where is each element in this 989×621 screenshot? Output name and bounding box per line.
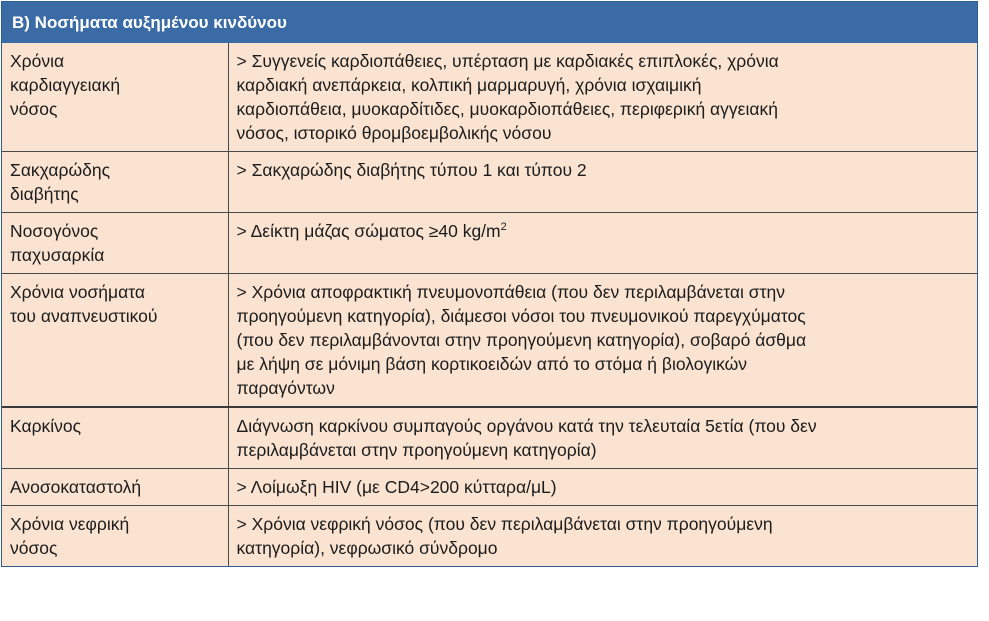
row-description (228, 407, 977, 469)
description-line: προηγούμενη κατηγορία), διάμεσοι νόσοι του πνευμονικού παρεγχύματος (236, 306, 806, 326)
table-row (2, 407, 977, 469)
category-line: Καρκίνος (10, 416, 82, 436)
description-line: > Χρόνια νεφρική νόσος (που δεν περιλαμβάνεται στην προηγούμενη (236, 514, 773, 534)
category-line: Χρόνια νοσήματα (10, 282, 145, 302)
description-line: κατηγορία), νεφρωσικό σύνδρομο (236, 538, 498, 558)
description-line (237, 219, 970, 243)
row-description (228, 43, 977, 152)
row-description (228, 152, 977, 213)
row-category (2, 274, 228, 408)
category-line: διαβήτης (10, 184, 79, 204)
category-line: Νοσογόνος (10, 221, 99, 241)
description-line: καρδιακή ανεπάρκεια, κολπική μαρμαρυγή, χρόνια ισχαιμική (236, 75, 702, 95)
description-line: με λήψη σε μόνιμη βάση κορτικοειδών από το στόμα ή βιολογικών (236, 354, 748, 374)
row-description (228, 469, 977, 506)
description-line: νόσος, ιστορικό θρομβοεμβολικής νόσου (236, 123, 552, 143)
table-row (2, 213, 977, 274)
category-line: Χρόνια νεφρική (10, 514, 130, 534)
category-line: Σακχαρώδης (10, 160, 111, 180)
table-title: Β) Νοσήματα αυξημένου κινδύνου (2, 2, 977, 43)
category-line: παχυσαρκία (10, 245, 105, 265)
table-row (2, 469, 977, 506)
category-line: Χρόνια (10, 51, 65, 71)
row-category (2, 469, 228, 506)
row-category (2, 152, 228, 213)
category-line: νόσος (10, 99, 58, 119)
table-row (2, 43, 977, 152)
description-line: περιλαμβάνεται στην προηγούμενη κατηγορία) (236, 440, 597, 460)
table-row (2, 274, 977, 408)
description-line: > Συγγενείς καρδιοπάθειες, υπέρταση με καρδιακές επιπλοκές, χρόνια (236, 51, 779, 71)
row-description (228, 213, 977, 274)
category-line: Ανοσοκαταστολή (10, 477, 142, 497)
category-line: του αναπνευστικού (10, 306, 158, 326)
description-line: καρδιοπάθεια, μυοκαρδίτιδες, μυοκαρδιοπάθειες, περιφερική αγγειακή (236, 99, 778, 119)
description-line: > Σακχαρώδης διαβήτης τύπου 1 και τύπου 2 (236, 160, 587, 180)
row-category (2, 213, 228, 274)
row-category (2, 43, 228, 152)
row-description (228, 274, 977, 408)
table-row (2, 506, 977, 567)
row-category (2, 506, 228, 567)
description-line: > Λοίμωξη HIV (με CD4>200 κύτταρα/μL) (236, 477, 557, 497)
description-line: > Χρόνια αποφρακτική πνευμονοπάθεια (που δεν περιλαμβάνεται στην (236, 282, 785, 302)
row-description (228, 506, 977, 567)
bmi-text: > Δείκτη μάζας σώματος ≥40 kg/m (236, 221, 501, 241)
risk-diseases-table (1, 1, 978, 567)
description-line: Διάγνωση καρκίνου συμπαγούς οργάνου κατά την τελευταία 5ετία (που δεν (236, 416, 817, 436)
category-line: νόσος (10, 538, 58, 558)
diseases-table-body (2, 43, 977, 566)
category-line: καρδιαγγειακή (10, 75, 121, 95)
superscript: 2 (500, 221, 507, 234)
description-line: (που δεν περιλαμβάνονται στην προηγούμενη κατηγορία), σοβαρό άσθμα (236, 330, 807, 350)
description-line: παραγόντων (236, 378, 335, 398)
table-row (2, 152, 977, 213)
row-category (2, 407, 228, 469)
